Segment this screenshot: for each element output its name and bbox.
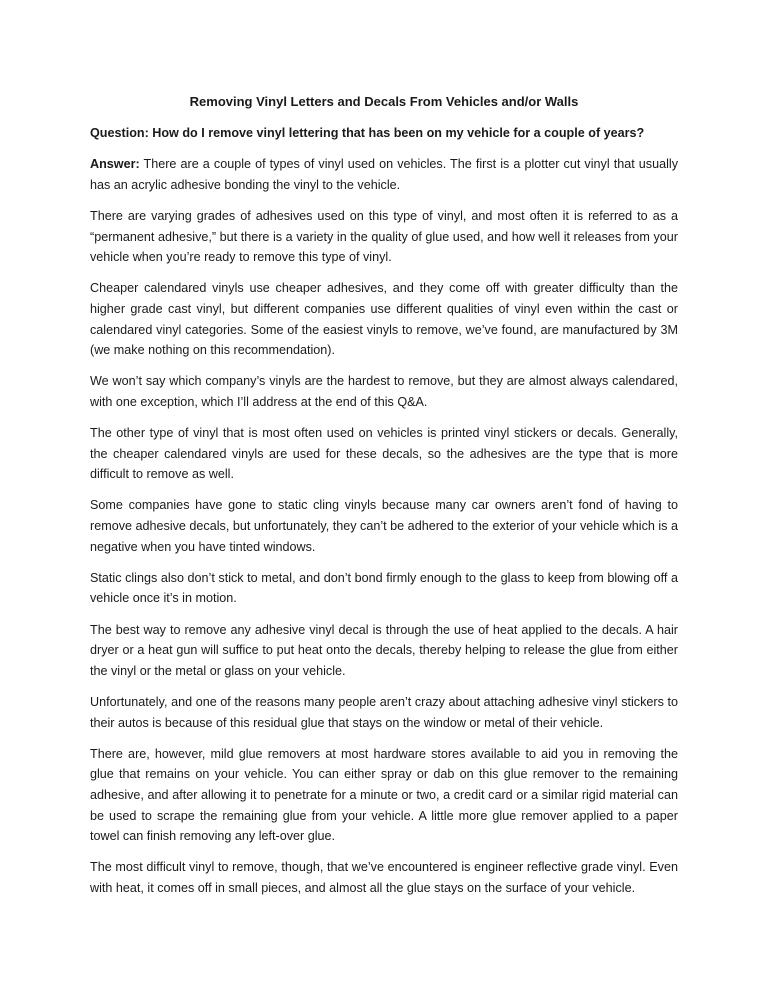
paragraph: Static clings also don’t stick to metal, and don’t bond firmly enough to the glass to keep from blowing off a vehicle once it’s in motion. <box>90 570 678 606</box>
paragraph: There are, however, mild glue removers at most hardware stores available to aid you in removing the glue that remains on your vehicle. You can either spray or dab on this glue remover to the remaining adhesive, and after allowing it to penetrate for a minute or two, a credit card or a similar rigid material can be used to scrape the remaining glue from your vehicle. A little more glue remover applied to a paper towel can finish removing any left-over glue. <box>90 746 678 844</box>
paragraph: The best way to remove any adhesive vinyl decal is through the use of heat applied to the decals. A hair dryer or a heat gun will suffice to put heat onto the decals, thereby helping to release the glue from either the vinyl or the metal or glass on your vehicle. <box>90 622 678 678</box>
paragraph: Unfortunately, and one of the reasons many people aren’t crazy about attaching adhesive vinyl stickers to their autos is because of this residual glue that stays on the window or metal of their vehicle. <box>90 695 678 730</box>
paragraph: Some companies have gone to static cling vinyls because many car owners aren’t fond of having to remove adhesive decals, but unfortunately, they can’t be adhered to the exterior of your vehicle which is a negative when you have tinted windows. <box>90 498 678 554</box>
question-text: Question: How do I remove vinyl lettering that has been on my vehicle for a couple of years? <box>90 125 645 140</box>
paragraph: Cheaper calendared vinyls use cheaper adhesives, and they come off with greater difficulty than the higher grade cast vinyl, but different companies use different qualities of vinyl even within the cast or calendared vinyl categories. Some of the easiest vinyls to remove, we’ve found, are manufactured by 3M (we make nothing on this recommendation). <box>90 281 678 358</box>
answer-text: There are a couple of types of vinyl used on vehicles. The first is a plotter cut vinyl that usually has an acrylic adhesive bonding the vinyl to the vehicle. <box>90 157 678 192</box>
paragraph: There are varying grades of adhesives used on this type of vinyl, and most often it is referred to as a “permanent adhesive,” but there is a variety in the quality of glue used, and how well it releases from your vehicle when you’re ready to remove this type of vinyl. <box>90 208 678 265</box>
document-page <box>90 92 678 909</box>
answer-label: Answer: <box>90 157 140 172</box>
paragraph: The other type of vinyl that is most often used on vehicles is printed vinyl stickers or decals. Generally, the cheaper calendared vinyls are used for these decals, so the adhesives are the type that is more difficult to remove as well. <box>90 426 678 482</box>
answer-paragraph <box>90 154 678 195</box>
paragraph: We won’t say which company’s vinyls are the hardest to remove, but they are almost always calendared, with one exception, which I’ll address at the end of this Q&A. <box>90 374 678 409</box>
paragraph: The most difficult vinyl to remove, though, that we’ve encountered is engineer reflective grade vinyl. Even with heat, it comes off in small pieces, and almost all the glue stays on the surface of your vehicle. <box>90 860 678 895</box>
document-title: Removing Vinyl Letters and Decals From Vehicles and/or Walls <box>189 94 579 109</box>
